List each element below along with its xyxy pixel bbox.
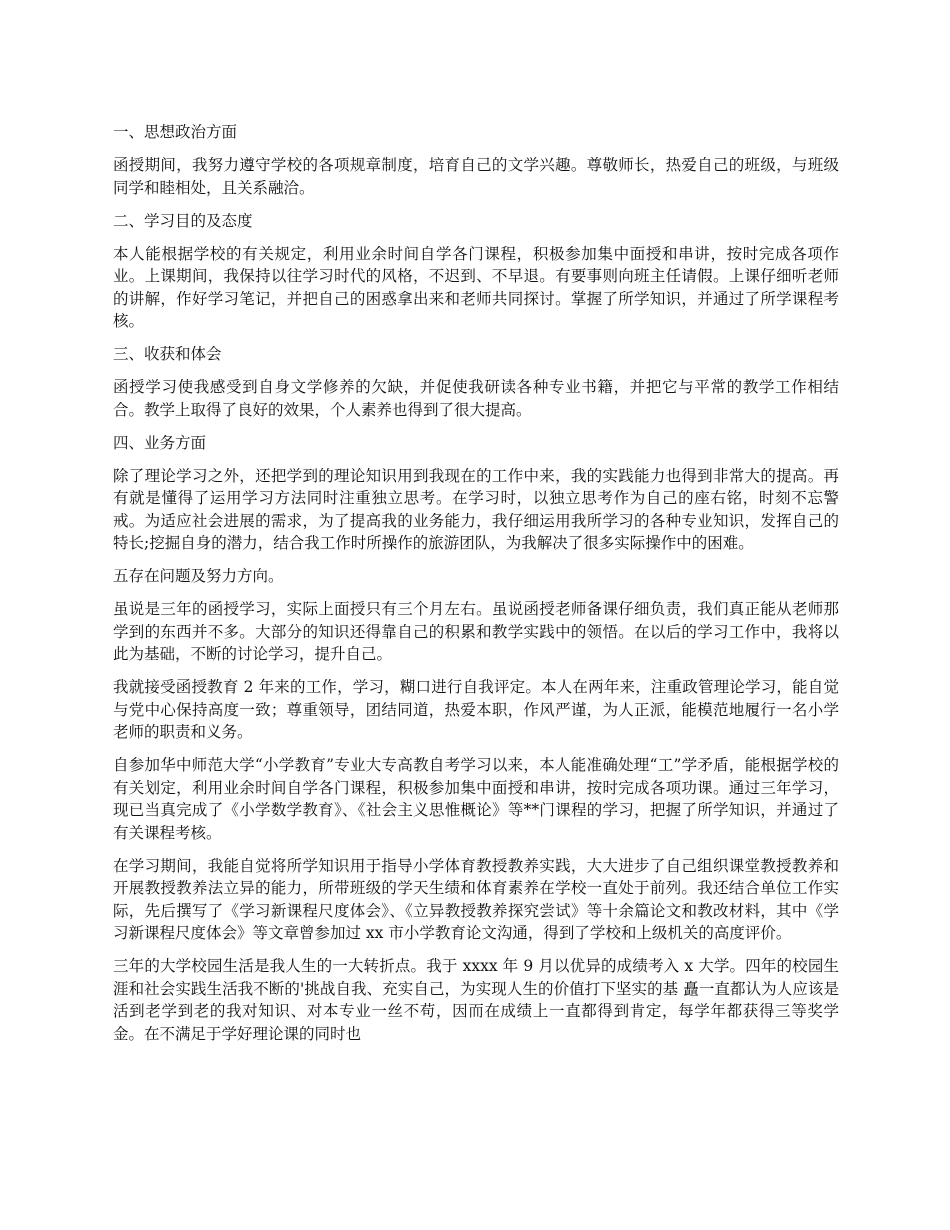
body-paragraph: 除了理论学习之外，还把学到的理论知识用到我现在的工作中来，我的实践能力也得到非常大的提高。再有就是懂得了运用学习方法同时注重独立思考。在学习时，以独立思考作为自己的座右铭，时刻不忘警戒。为适应社会进展的需求，为了提高我的业务能力，我仔细运用我所学习的各种专业知识，发挥自己的特长;挖掘自身的潜力，结合我工作时所操作的旅游团队，为我解决了很多实际操作中的困难。 — [113, 466, 839, 552]
section-heading: 五存在问题及努力方向。 — [113, 567, 284, 585]
body-paragraph: 本人能根据学校的有关规定，利用业余时间自学各门课程，积极参加集中面授和串讲，按时完成各项作业。上课期间，我保持以往学习时代的风格，不迟到、不早退。有要事则向班主任请假。上课仔细听老师的讲解，作好学习笔记，并把自己的困惑拿出来和老师共同探讨。掌握了所学知识，并通过了所学课程考核。 — [113, 244, 839, 330]
section-heading: 四、业务方面 — [113, 433, 207, 452]
body-paragraph: 函授期间，我努力遵守学校的各项规章制度，培育自己的文学兴趣。尊敬师长，热爱自己的班级，与班级同学和睦相处，且关系融洽。 — [113, 156, 839, 197]
body-paragraph: 在学习期间，我能自觉将所学知识用于指导小学体育教授教养实践，大大进步了自己组织课堂教授教养和开展教授教养法立异的能力，所带班级的学天生绩和体育素养在学校一直处于前列。我还结合单位工作实际，先后撰写了《学习新课程尺度体会》、《立异教授教养探究尝试》等十余篇论文和教改材料，其中《学习新课程尺度体会》等文章曾参加过 xx 市小学教育论文沟通，得到了学校和上级机关的高度评价。 — [113, 856, 839, 942]
body-paragraph: 我就接受函授教育 2 年来的工作，学习，糊口进行自我评定。本人在两年来，注重政管理论学习，能自觉与党中心保持高度一致；尊重领导，团结同道，热爱本职，作风严谨，为人正派，能模范地履行一名小学老师的职责和义务。 — [113, 678, 839, 741]
body-paragraph: 三年的大学校园生活是我人生的一大转折点。我于 xxxx 年 9 月以优异的成绩考入 x 大学。四年的校园生涯和社会实践生活我不断的'挑战自我、充实自己，为实现人生的价值打下坚实的基 矗一直都认为人应该是活到老学到老的我对知识、对本专业一丝不苟，因而在成绩上一直都得到肯定，每学年都获得三等奖学金。在不满足于学好理论课的同时也 — [113, 957, 839, 1043]
section-heading: 一、思想政治方面 — [113, 123, 238, 141]
body-paragraph: 虽说是三年的函授学习，实际上面授只有三个月左右。虽说函授老师备课仔细负责，我们真正能从老师那学到的东西并不多。大部分的知识还得靠自己的积累和教学实践中的领悟。在以后的学习工作中，我将以此为基础，不断的讨论学习，提升自己。 — [113, 600, 839, 663]
body-paragraph: 自参加华中师范大学“小学教育”专业大专高教自考学习以来，本人能准确处理“工”学矛盾，能根据学校的有关划定，利用业余时间自学各门课程，积极参加集中面授和串讲，按时完成各项功课。通过三年学习，现已当真完成了《小学数学教育》、《社会主义思惟概论》等**门课程的学习，把握了所学知识，并通过了有关课程考核。 — [113, 756, 839, 842]
section-heading: 三、收获和体会 — [113, 345, 222, 363]
section-heading: 二、学习目的及态度 — [113, 211, 253, 230]
document-body — [113, 121, 839, 1056]
body-paragraph: 函授学习使我感受到自身文学修养的欠缺，并促使我研读各种专业书籍，并把它与平常的教学工作相结合。教学上取得了良好的效果，个人素养也得到了很大提高。 — [113, 378, 839, 419]
